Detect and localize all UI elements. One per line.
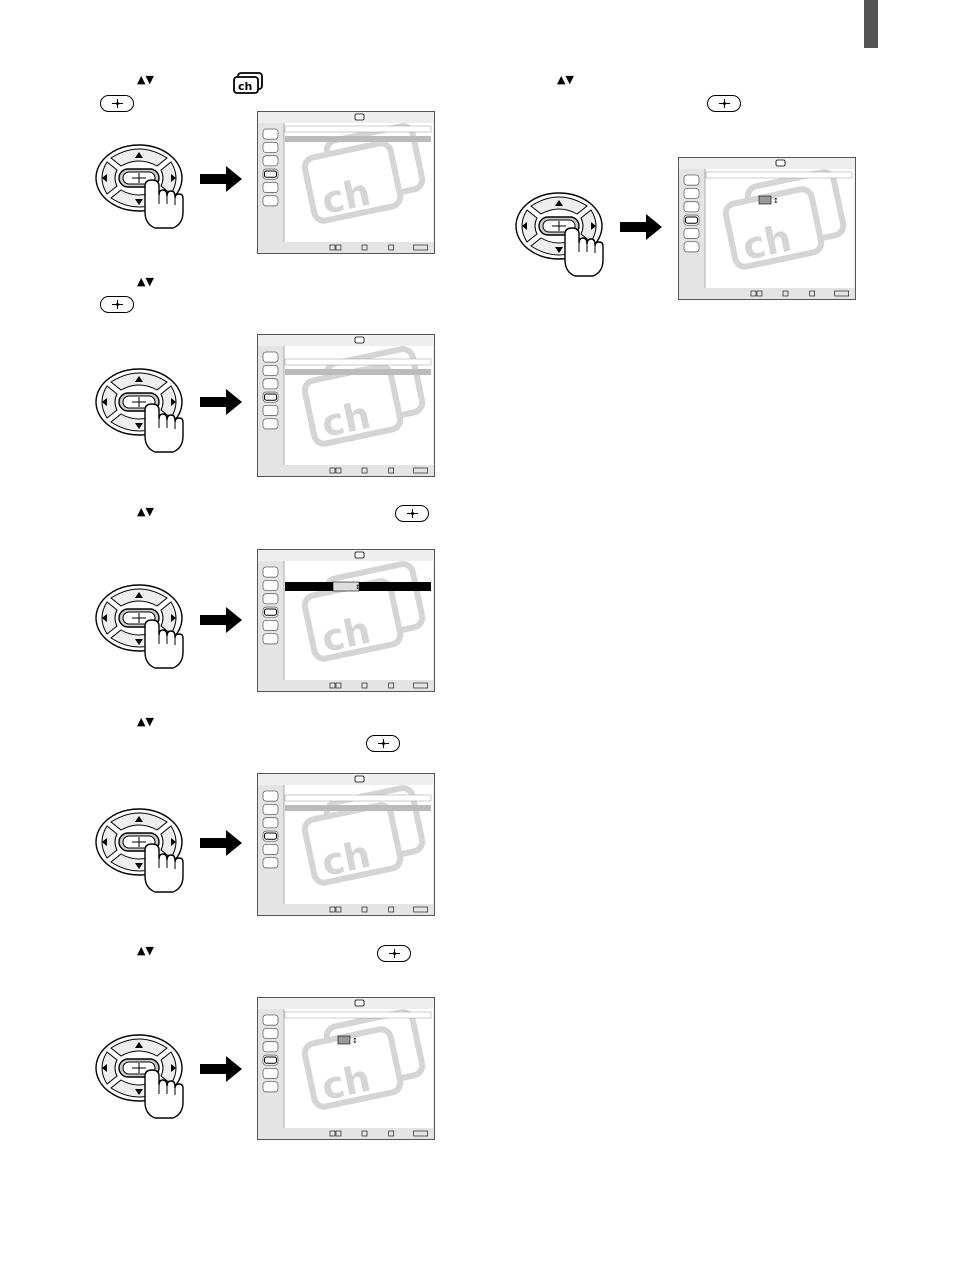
ok-button-icon	[707, 95, 741, 112]
svg-text:ch: ch	[738, 215, 796, 269]
arrow-right-icon	[620, 214, 662, 244]
svg-text:ch: ch	[317, 392, 375, 446]
tv-menu-screen	[257, 549, 435, 696]
tv-menu-screen	[678, 157, 856, 304]
arrow-right-icon	[200, 166, 242, 196]
up-down-arrows-icon: ▲▼	[137, 944, 154, 957]
arrow-right-icon	[200, 830, 242, 860]
ok-button-icon	[100, 296, 134, 313]
svg-text:ch: ch	[317, 607, 375, 661]
remote-control-pad	[93, 142, 193, 236]
svg-text:↕: ↕	[355, 584, 361, 591]
up-down-arrows-icon: ▲▼	[137, 505, 154, 518]
ok-button-icon	[366, 735, 400, 752]
svg-text:ch: ch	[317, 1055, 375, 1109]
remote-control-pad	[93, 806, 193, 900]
svg-text:ch: ch	[238, 80, 253, 93]
tv-menu-screen	[257, 334, 435, 481]
remote-control-pad	[93, 1032, 193, 1126]
tv-menu-screen	[257, 111, 435, 258]
ok-button-icon	[395, 505, 429, 522]
up-down-arrows-icon: ▲▼	[137, 275, 154, 288]
up-down-arrows-icon: ▲▼	[557, 73, 574, 86]
svg-text:ch: ch	[317, 169, 375, 223]
tv-menu-screen	[257, 773, 435, 920]
remote-control-pad	[513, 190, 613, 284]
channel-menu-icon	[230, 71, 268, 103]
remote-control-pad	[93, 366, 193, 460]
svg-text:ch: ch	[317, 831, 375, 885]
up-down-arrows-icon: ▲▼	[137, 73, 154, 86]
svg-text:↕: ↕	[773, 197, 779, 205]
up-down-arrows-icon: ▲▼	[137, 715, 154, 728]
tv-menu-screen	[257, 997, 435, 1144]
ok-button-icon	[100, 95, 134, 112]
ok-button-icon	[377, 945, 411, 962]
arrow-right-icon	[200, 389, 242, 419]
svg-text:↕: ↕	[352, 1037, 358, 1045]
remote-control-pad	[93, 582, 193, 676]
arrow-right-icon	[200, 607, 242, 637]
section-tab	[864, 0, 878, 48]
arrow-right-icon	[200, 1056, 242, 1086]
